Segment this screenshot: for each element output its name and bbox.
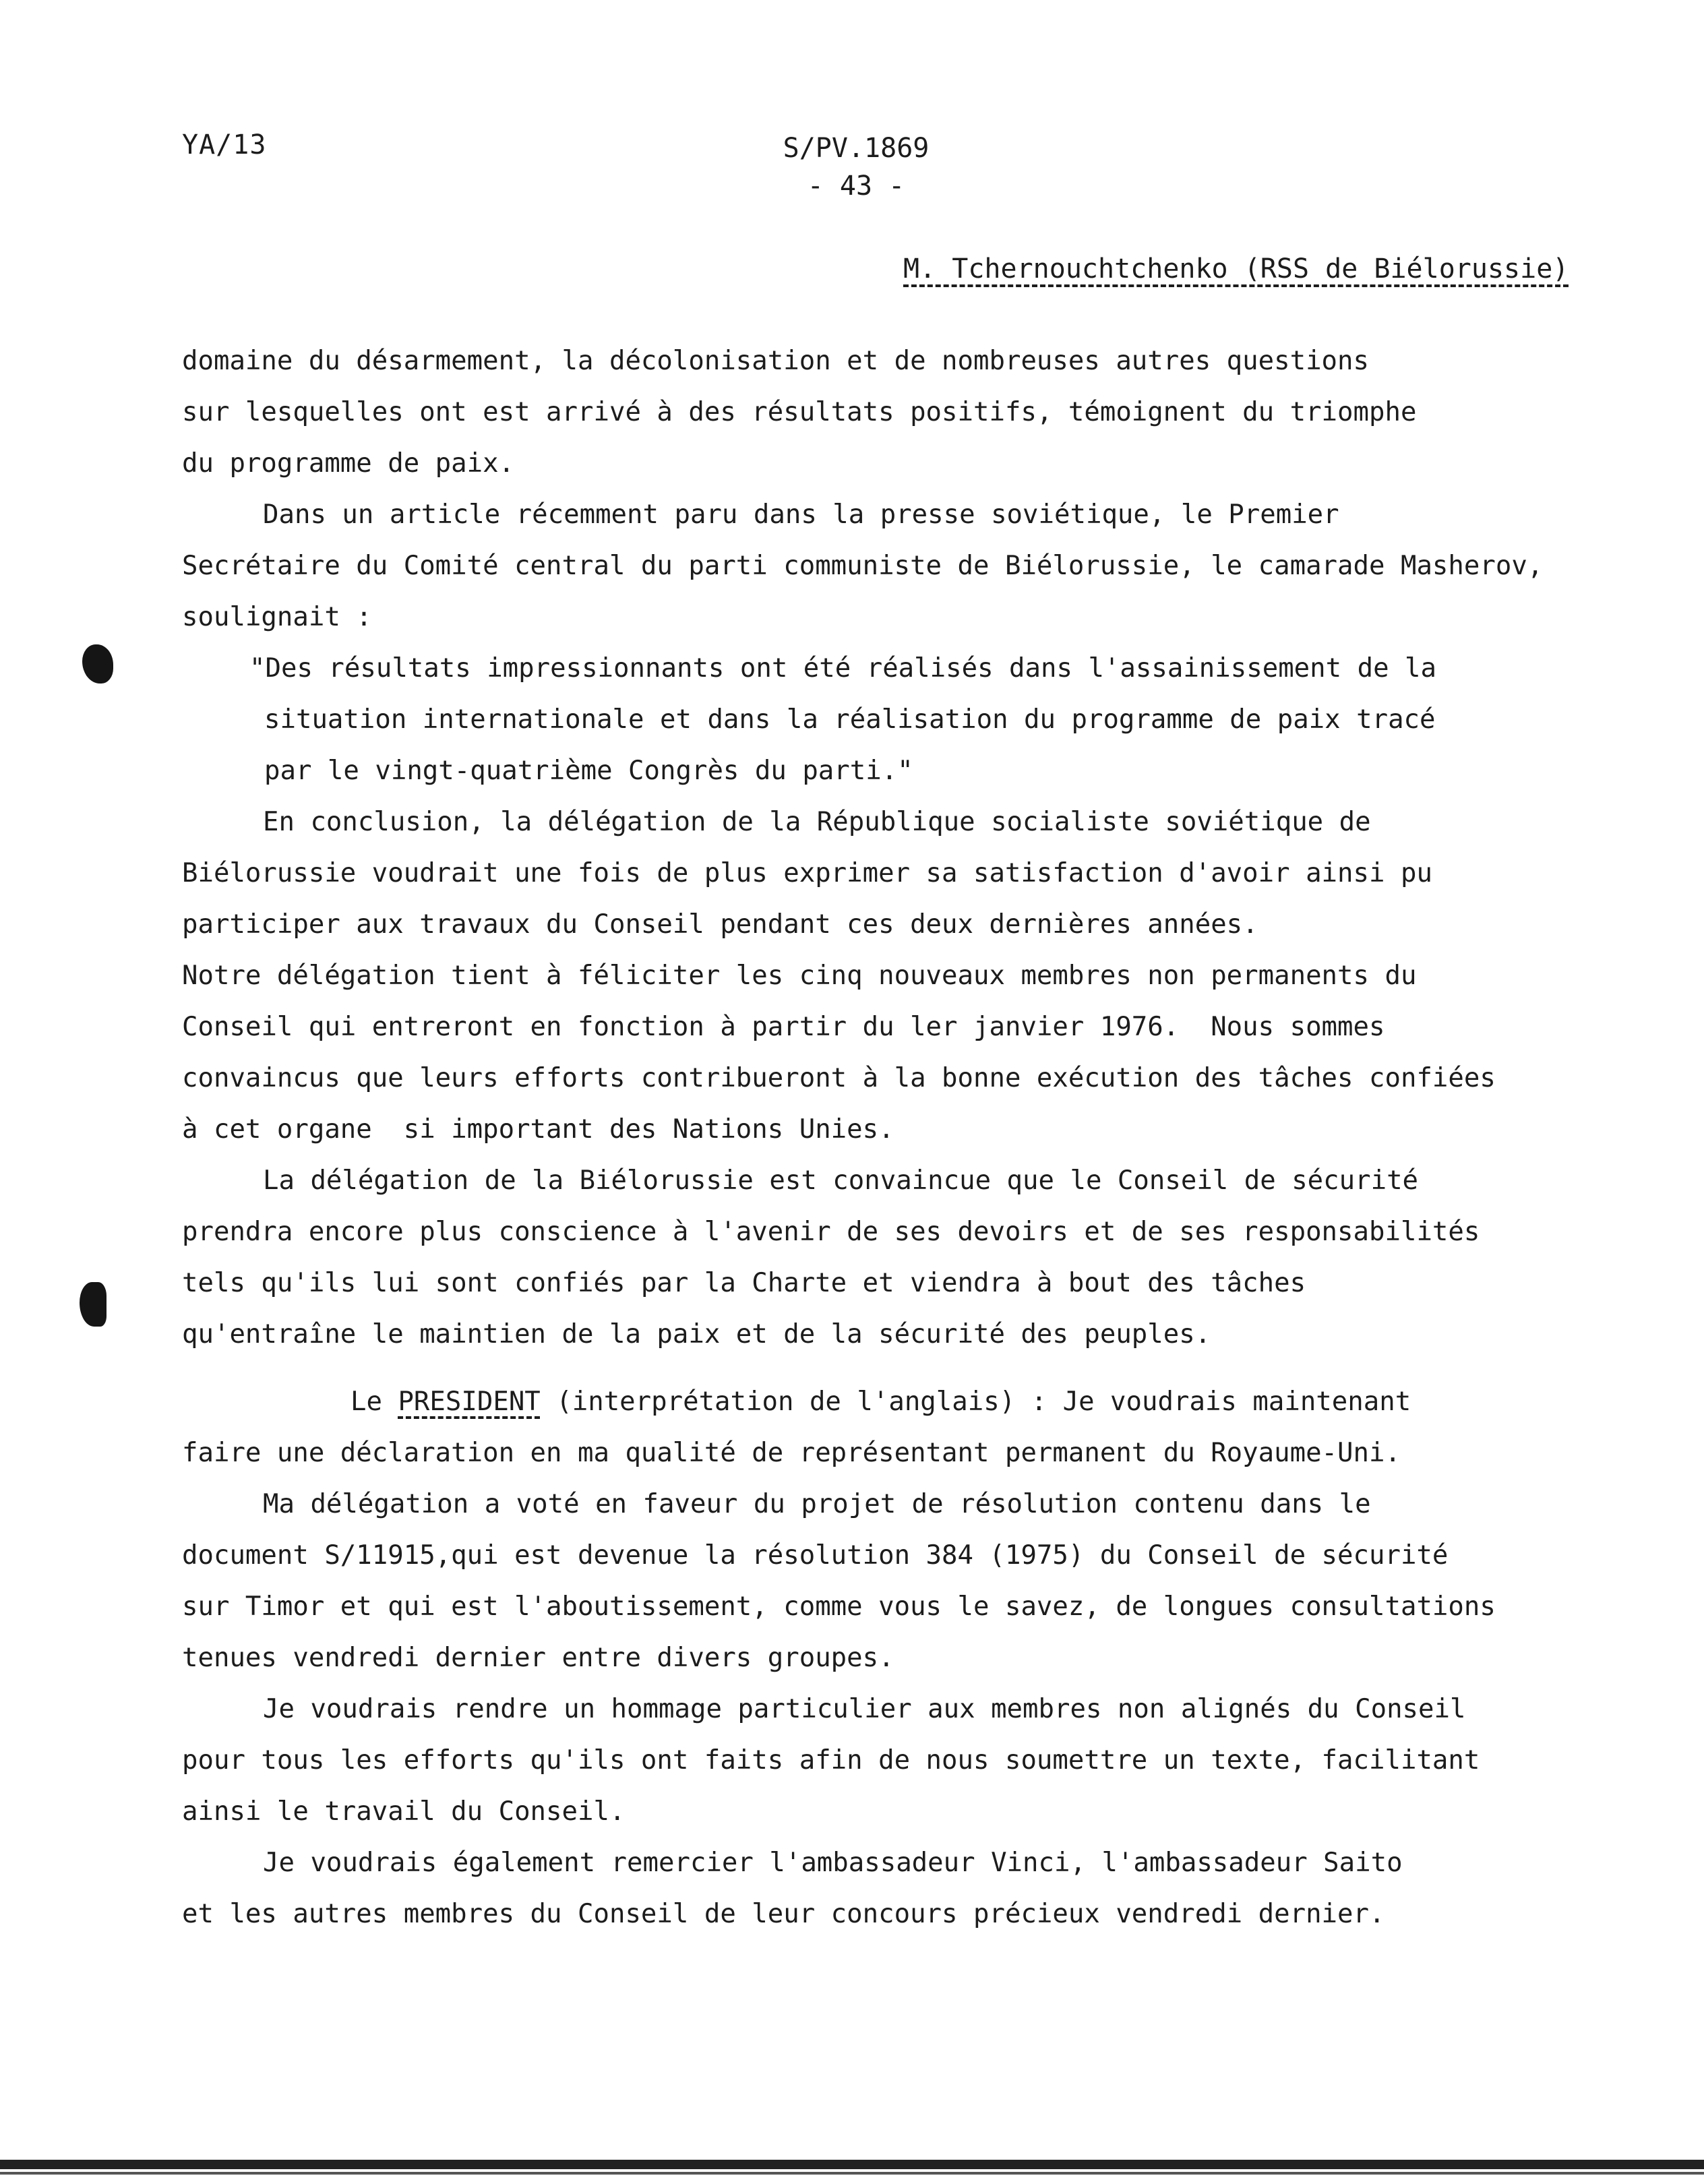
text-line: Secrétaire du Comité central du parti communiste de Biélorussie, le camarade Masherov, bbox=[182, 551, 1544, 581]
text-line: Conseil qui entreront en fonction à partir du ler janvier 1976. Nous sommes bbox=[182, 1012, 1385, 1042]
quote-line: par le vingt-quatrième Congrès du parti." bbox=[264, 756, 913, 786]
page-bottom-rule bbox=[0, 2172, 1704, 2175]
text-line: à cet organe si important des Nations Unies. bbox=[182, 1114, 894, 1145]
text-line: et les autres membres du Conseil de leur concours précieux vendredi dernier. bbox=[182, 1899, 1385, 1929]
text-line: faire une déclaration en ma qualité de représentant permanent du Royaume-Uni. bbox=[182, 1438, 1401, 1468]
document-code: YA/13 bbox=[182, 129, 267, 160]
text-line: La délégation de la Biélorussie est convaincue que le Conseil de sécurité bbox=[263, 1165, 1419, 1196]
text-line: prendra encore plus conscience à l'avenir de ses devoirs et de ses responsabilités bbox=[182, 1217, 1480, 1247]
page-number: - 43 - bbox=[807, 171, 905, 202]
text-line: Notre délégation tient à féliciter les cinq nouveaux membres non permanents du bbox=[182, 961, 1417, 991]
text-line: Je voudrais également remercier l'ambassadeur Vinci, l'ambassadeur Saito bbox=[263, 1848, 1403, 1878]
page-bottom-rule bbox=[0, 2160, 1704, 2169]
text-line: document S/11915,qui est devenue la résolution 384 (1975) du Conseil de sécurité bbox=[182, 1540, 1449, 1571]
president-line bbox=[182, 1376, 1658, 1428]
text-line: qu'entraîne le maintien de la paix et de la sécurité des peuples. bbox=[182, 1319, 1211, 1349]
text-line: pour tous les efforts qu'ils ont faits afin de nous soumettre un texte, facilitant bbox=[182, 1745, 1480, 1776]
text-line: Je voudrais rendre un hommage particulier aux membres non alignés du Conseil bbox=[263, 1694, 1466, 1724]
text-line: convaincus que leurs efforts contribueront à la bonne exécution des tâches confiées bbox=[182, 1063, 1496, 1093]
text-line: Ma délégation a voté en faveur du projet de résolution contenu dans le bbox=[263, 1489, 1371, 1519]
president-name: PRESIDENT bbox=[398, 1387, 541, 1417]
scan-artifact-mark bbox=[82, 644, 113, 684]
text-line: Biélorussie voudrait une fois de plus exprimer sa satisfaction d'avoir ainsi pu bbox=[182, 858, 1432, 888]
document-header bbox=[755, 129, 957, 205]
president-prefix: Le bbox=[351, 1387, 398, 1417]
document-body bbox=[182, 336, 1658, 1940]
text-line: soulignait : bbox=[182, 602, 372, 632]
text-line: ainsi le travail du Conseil. bbox=[182, 1796, 626, 1827]
text-line: du programme de paix. bbox=[182, 448, 515, 479]
quote-line: situation internationale et dans la réalisation du programme de paix tracé bbox=[264, 704, 1436, 735]
quote-line: "Des résultats impressionnants ont été réalisés dans l'assainissement de la bbox=[249, 653, 1436, 684]
text-line: tels qu'ils lui sont confiés par la Charte et viendra à bout des tâches bbox=[182, 1268, 1306, 1298]
text-line: Dans un article récemment paru dans la presse soviétique, le Premier bbox=[263, 499, 1339, 530]
text-line: En conclusion, la délégation de la République socialiste soviétique de bbox=[263, 807, 1371, 837]
text-line: sur Timor et qui est l'aboutissement, comme vous le savez, de longues consultations bbox=[182, 1591, 1496, 1622]
text-line: sur lesquelles ont est arrivé à des résultats positifs, témoignent du triomphe bbox=[182, 397, 1417, 427]
text-line: tenues vendredi dernier entre divers groupes. bbox=[182, 1643, 894, 1673]
document-symbol: S/PV.1869 bbox=[783, 133, 930, 164]
text-line: domaine du désarmement, la décolonisation et de nombreuses autres questions bbox=[182, 346, 1369, 376]
speaker-heading: M. Tchernouchtchenko (RSS de Biélorussie) bbox=[903, 253, 1569, 284]
president-rest: (interprétation de l'anglais) : Je voudrais maintenant bbox=[540, 1387, 1411, 1417]
scan-artifact-mark bbox=[80, 1282, 106, 1327]
text-line: participer aux travaux du Conseil pendant ces deux dernières années. bbox=[182, 909, 1258, 940]
